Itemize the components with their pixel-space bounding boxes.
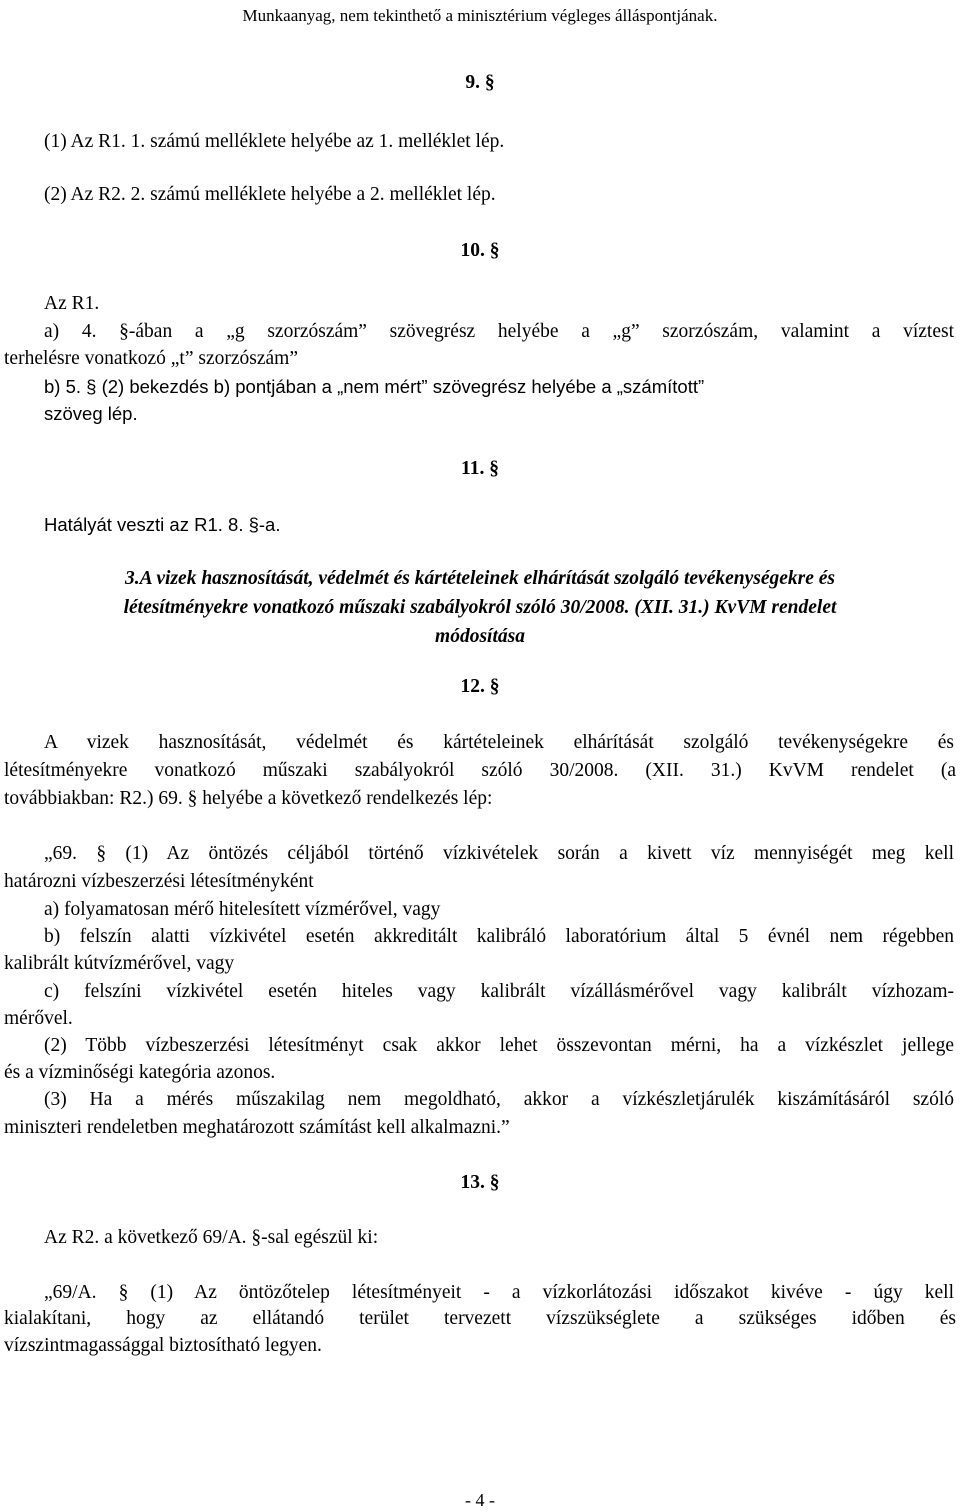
section-10-title: 10. § (460, 240, 500, 261)
s12-p2-line-10: (3) Ha a mérés műszakilag nem megoldható, akkor a vízkészletjárulék kiszámításáról szóló (44, 1089, 954, 1110)
chapter-title-line-3: módosítása (435, 626, 525, 647)
s13-intro: Az R2. a következő 69/A. §-sal egészül ki: (44, 1227, 379, 1248)
s10-b-line-1: b) 5. § (2) bekezdés b) pontjában a „nem mért” szövegrész helyébe a „számított” (44, 376, 705, 397)
s12-p2-line-3: a) folyamatosan mérő hitelesített vízmérővel, vagy (44, 899, 441, 920)
s10-a-line-2: terhelésre vonatkozó „t” szorzószám” (4, 348, 298, 369)
s12-p2-line-5: kalibrált kútvízmérővel, vagy (4, 953, 235, 974)
section-9-title: 9. § (465, 72, 495, 93)
s12-p2-line-9: és a vízminőségi kategória azonos. (4, 1062, 276, 1083)
page-header: Munkaanyag, nem tekinthető a minisztérium végleges álláspontjának. (242, 6, 718, 25)
s13-p-line-3: vízszintmagassággal biztosítható legyen. (4, 1335, 322, 1356)
s12-p2-line-7: mérővel. (4, 1008, 73, 1029)
section-12-title: 12. § (460, 676, 500, 697)
s12-p2-line-6: c) felszíni vízkivétel esetén hiteles vagy kalibrált vízállásmérővel vagy kalibrált vízhozam- (44, 981, 954, 1002)
s12-p2-line-2: határozni vízbeszerzési létesítményként (4, 871, 314, 892)
section-13-title: 13. § (460, 1172, 500, 1193)
s9-line-1: (1) Az R1. 1. számú melléklete helyébe az 1. melléklet lép. (44, 131, 505, 152)
section-11-title: 11. § (461, 458, 499, 479)
chapter-title (40, 564, 920, 651)
s12-p1-line-3: továbbiakban: R2.) 69. § helyébe a következő rendelkezés lép: (4, 788, 493, 809)
chapter-title-line-1: 3.A vizek hasznosítását, védelmét és kártételeinek elhárítását szolgáló tevékenységekre és (124, 568, 836, 589)
s13-p-line-2: kialakítani, hogy az ellátandó terület tervezett vízszükséglete a szükséges időben és (4, 1308, 956, 1329)
page-number: - 4 - (465, 1490, 495, 1510)
s12-p2-line-11: miniszteri rendeletben meghatározott számítást kell alkalmazni.” (4, 1117, 510, 1138)
s12-p2-line-4: b) felszín alatti vízkivétel esetén akkreditált kalibráló laboratórium által 5 évnél nem régebben (44, 926, 954, 947)
s12-p1-line-1: A vizek hasznosítását, védelmét és kártételeinek elhárítását szolgáló tevékenységekre és (44, 732, 954, 753)
chapter-title-line-2: létesítményekre vonatkozó műszaki szabályokról szóló 30/2008. (XII. 31.) KvVM rendelet (123, 597, 837, 618)
s13-p-line-1: „69/A. § (1) Az öntözőtelep létesítményeit - a vízkorlátozási időszakot kivéve - úgy kell (44, 1282, 954, 1303)
s10-intro: Az R1. (44, 293, 100, 314)
s12-p1-line-2: létesítményekre vonatkozó műszaki szabályokról szóló 30/2008. (XII. 31.) KvVM rendelet (a (4, 760, 956, 781)
s9-line-2: (2) Az R2. 2. számú melléklete helyébe a 2. melléklet lép. (44, 184, 496, 205)
s12-p2-line-1: „69. § (1) Az öntözés céljából történő vízkivételek során a kivett víz mennyiségét meg kell (44, 843, 954, 864)
s10-a-line-1: a) 4. §-ában a „g szorzószám” szövegrész helyébe a „g” szorzószám, valamint a víztest (44, 321, 954, 342)
s11-text: Hatályát veszti az R1. 8. §-a. (44, 514, 281, 535)
s12-p2-line-8: (2) Több vízbeszerzési létesítményt csak akkor lehet összevontan mérni, ha a vízkészlet jellege (44, 1035, 954, 1056)
s10-b-line-2: szöveg lép. (44, 403, 138, 424)
